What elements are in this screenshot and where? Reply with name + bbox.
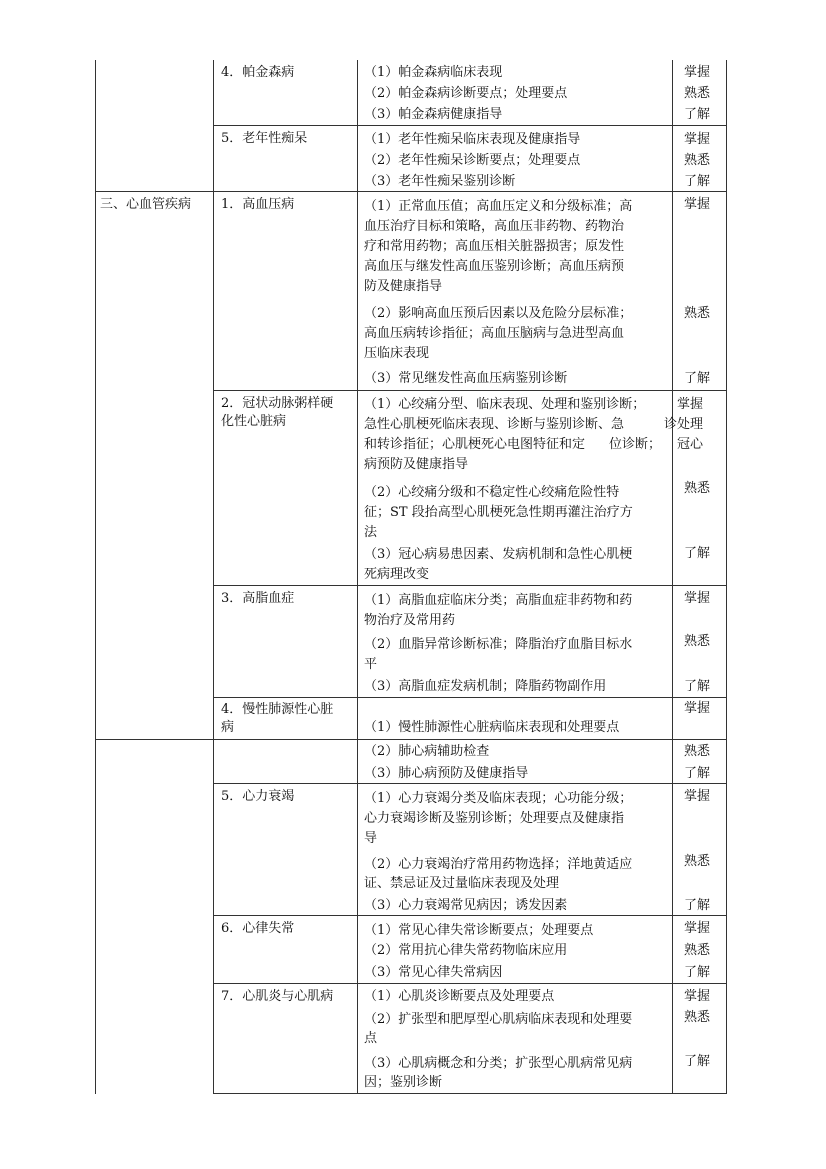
content-item: （2）常用抗心律失常药物临床应用: [364, 943, 568, 958]
content-item: （3）心肌病概念和分类；扩张型心肌病常见病: [364, 1056, 633, 1071]
level-understand: 了解: [684, 546, 711, 561]
level-understand: 了解: [684, 1054, 711, 1069]
level-familiar: 熟悉: [684, 744, 711, 759]
content-item: 防及健康指导: [364, 279, 443, 294]
content-item: 导: [364, 831, 378, 846]
level-master: 掌握: [684, 701, 711, 716]
table-column-divider: [672, 60, 673, 1094]
table-border-right: [726, 60, 727, 1094]
level-familiar: 熟悉: [684, 634, 711, 649]
table-border-left: [95, 60, 96, 1094]
content-item: 诊处理: [664, 417, 704, 432]
content-item: （2）血脂异常诊断标准；降脂治疗血脂目标水: [364, 637, 633, 652]
content-item: 物治疗及常用药: [364, 613, 456, 628]
disease-coronary-heart-disease: 2．冠状动脉粥样硬: [221, 396, 334, 411]
content-item: 征；ST 段抬高型心肌梗死急性期再灌注治疗方: [364, 505, 633, 520]
row-divider: [213, 125, 727, 126]
content-item: 因；鉴别诊断: [364, 1075, 443, 1090]
level-master: 掌握: [684, 989, 711, 1004]
level-master: 掌握: [684, 197, 711, 212]
content-item: 血压治疗目标和策略，高血压非药物、药物治: [364, 219, 625, 234]
table-column-divider: [357, 60, 358, 1094]
content-item: （1）帕金森病临床表现: [364, 65, 503, 80]
level-understand: 了解: [684, 679, 711, 694]
content-item: 证、禁忌证及过量临床表现及处理: [364, 876, 560, 891]
level-familiar: 熟悉: [684, 306, 711, 321]
disease-cardiomyopathy: 7．心肌炎与心肌病: [221, 989, 334, 1004]
content-item: （3）常见继发性高血压病鉴别诊断: [364, 371, 568, 386]
content-item: 冠心: [677, 437, 704, 452]
content-item: 病预防及健康指导: [364, 457, 469, 472]
level-understand: 了解: [684, 174, 711, 189]
content-item: 平: [364, 657, 378, 672]
content-item: （3）帕金森病健康指导: [364, 107, 503, 122]
row-divider: [95, 739, 727, 740]
row-divider: [213, 585, 727, 586]
level-master: 掌握: [684, 789, 711, 804]
content-item: （3）心力衰竭常见病因；诱发因素: [364, 898, 568, 913]
level-familiar: 熟悉: [684, 86, 711, 101]
content-item: （1）心肌炎诊断要点及处理要点: [364, 989, 555, 1004]
disease-cor-pulmonale: 4．慢性肺源性心脏: [221, 702, 334, 717]
content-item: （2）心力衰竭治疗常用药物选择；洋地黄适应: [364, 857, 633, 872]
content-item: 高血压与继发性高血压鉴别诊断；高血压病预: [364, 259, 625, 274]
row-divider: [213, 697, 727, 698]
disease-dementia: 5．老年性痴呆: [221, 131, 308, 146]
content-item: （2）心绞痛分级和不稳定性心绞痛危险性特: [364, 485, 620, 500]
level-master: 掌握: [677, 397, 704, 412]
content-item: 疗和常用药物；高血压相关脏器损害；原发性: [364, 239, 625, 254]
level-familiar: 熟悉: [684, 1010, 711, 1025]
content-item: （1）慢性肺源性心脏病临床表现和处理要点: [364, 720, 620, 735]
content-item: （1）心力衰竭分类及临床表现；心功能分级；: [364, 791, 633, 806]
content-item: （2）影响高血压预后因素以及危险分层标准；: [364, 306, 633, 321]
content-item: （1）高脂血症临床分类；高脂血症非药物和药: [364, 593, 633, 608]
level-familiar: 熟悉: [684, 153, 711, 168]
content-item: 死病理改变: [364, 567, 430, 582]
disease-parkinson: 4．帕金森病: [221, 65, 295, 80]
content-item: （2）扩张型和肥厚型心肌病临床表现和处理要: [364, 1012, 633, 1027]
content-item: （1）常见心律失常诊断要点；处理要点: [364, 923, 594, 938]
disease-arrhythmia: 6．心律失常: [221, 921, 295, 936]
level-understand: 了解: [684, 371, 711, 386]
content-item: 急性心肌梗死临床表现、诊断与鉴别诊断、急: [364, 417, 625, 432]
content-item: 点: [364, 1031, 378, 1046]
content-item: （1）心绞痛分型、临床表现、处理和鉴别诊断；: [364, 397, 646, 412]
content-item: （3）高脂血症发病机制；降脂药物副作用: [364, 679, 607, 694]
level-familiar: 熟悉: [684, 943, 711, 958]
level-master: 掌握: [684, 132, 711, 147]
content-item: 法: [364, 525, 378, 540]
level-understand: 了解: [684, 107, 711, 122]
level-master: 掌握: [684, 591, 711, 606]
table-column-divider: [213, 60, 214, 1094]
content-item: （2）老年性痴呆诊断要点；处理要点: [364, 153, 581, 168]
row-divider: [213, 983, 727, 984]
content-item: （2）帕金森病诊断要点；处理要点: [364, 86, 568, 101]
level-master: 掌握: [684, 921, 711, 936]
content-item: （2）肺心病辅助检查: [364, 744, 490, 759]
content-item: （3）老年性痴呆鉴别诊断: [364, 174, 516, 189]
disease-hyperlipidemia: 3．高脂血症: [221, 591, 295, 606]
disease-cor-pulmonale-cont: 病: [221, 720, 235, 735]
content-item: 心力衰竭诊断及鉴别诊断；处理要点及健康指: [364, 811, 625, 826]
table-border-bottom: [213, 1093, 727, 1094]
disease-heart-failure: 5．心力衰竭: [221, 789, 295, 804]
row-divider: [213, 783, 727, 784]
section-title-cardiovascular: 三、心血管疾病: [100, 197, 192, 212]
level-understand: 了解: [684, 766, 711, 781]
content-item: （1）老年性痴呆临床表现及健康指导: [364, 132, 581, 147]
row-divider: [95, 191, 727, 192]
level-understand: 了解: [684, 965, 711, 980]
level-master: 掌握: [684, 65, 711, 80]
row-divider: [213, 390, 727, 391]
content-item: 压临床表现: [364, 346, 430, 361]
level-familiar: 熟悉: [684, 481, 711, 496]
level-familiar: 熟悉: [684, 854, 711, 869]
content-item: （3）冠心病易患因素、发病机制和急性心肌梗: [364, 547, 633, 562]
content-item: 高血压病转诊指征；高血压脑病与急进型高血: [364, 326, 625, 341]
content-item: 位诊断；: [609, 437, 662, 452]
disease-hypertension: 1．高血压病: [221, 197, 295, 212]
disease-coronary-heart-disease-cont: 化性心脏病: [221, 414, 287, 429]
content-item: （3）常见心律失常病因: [364, 965, 503, 980]
row-divider: [213, 915, 727, 916]
level-understand: 了解: [684, 898, 711, 913]
content-item: （1）正常血压值；高血压定义和分级标准；高: [364, 199, 633, 214]
content-item: 和转诊指征；心肌梗死心电图特征和定: [364, 437, 586, 452]
content-item: （3）肺心病预防及健康指导: [364, 766, 529, 781]
